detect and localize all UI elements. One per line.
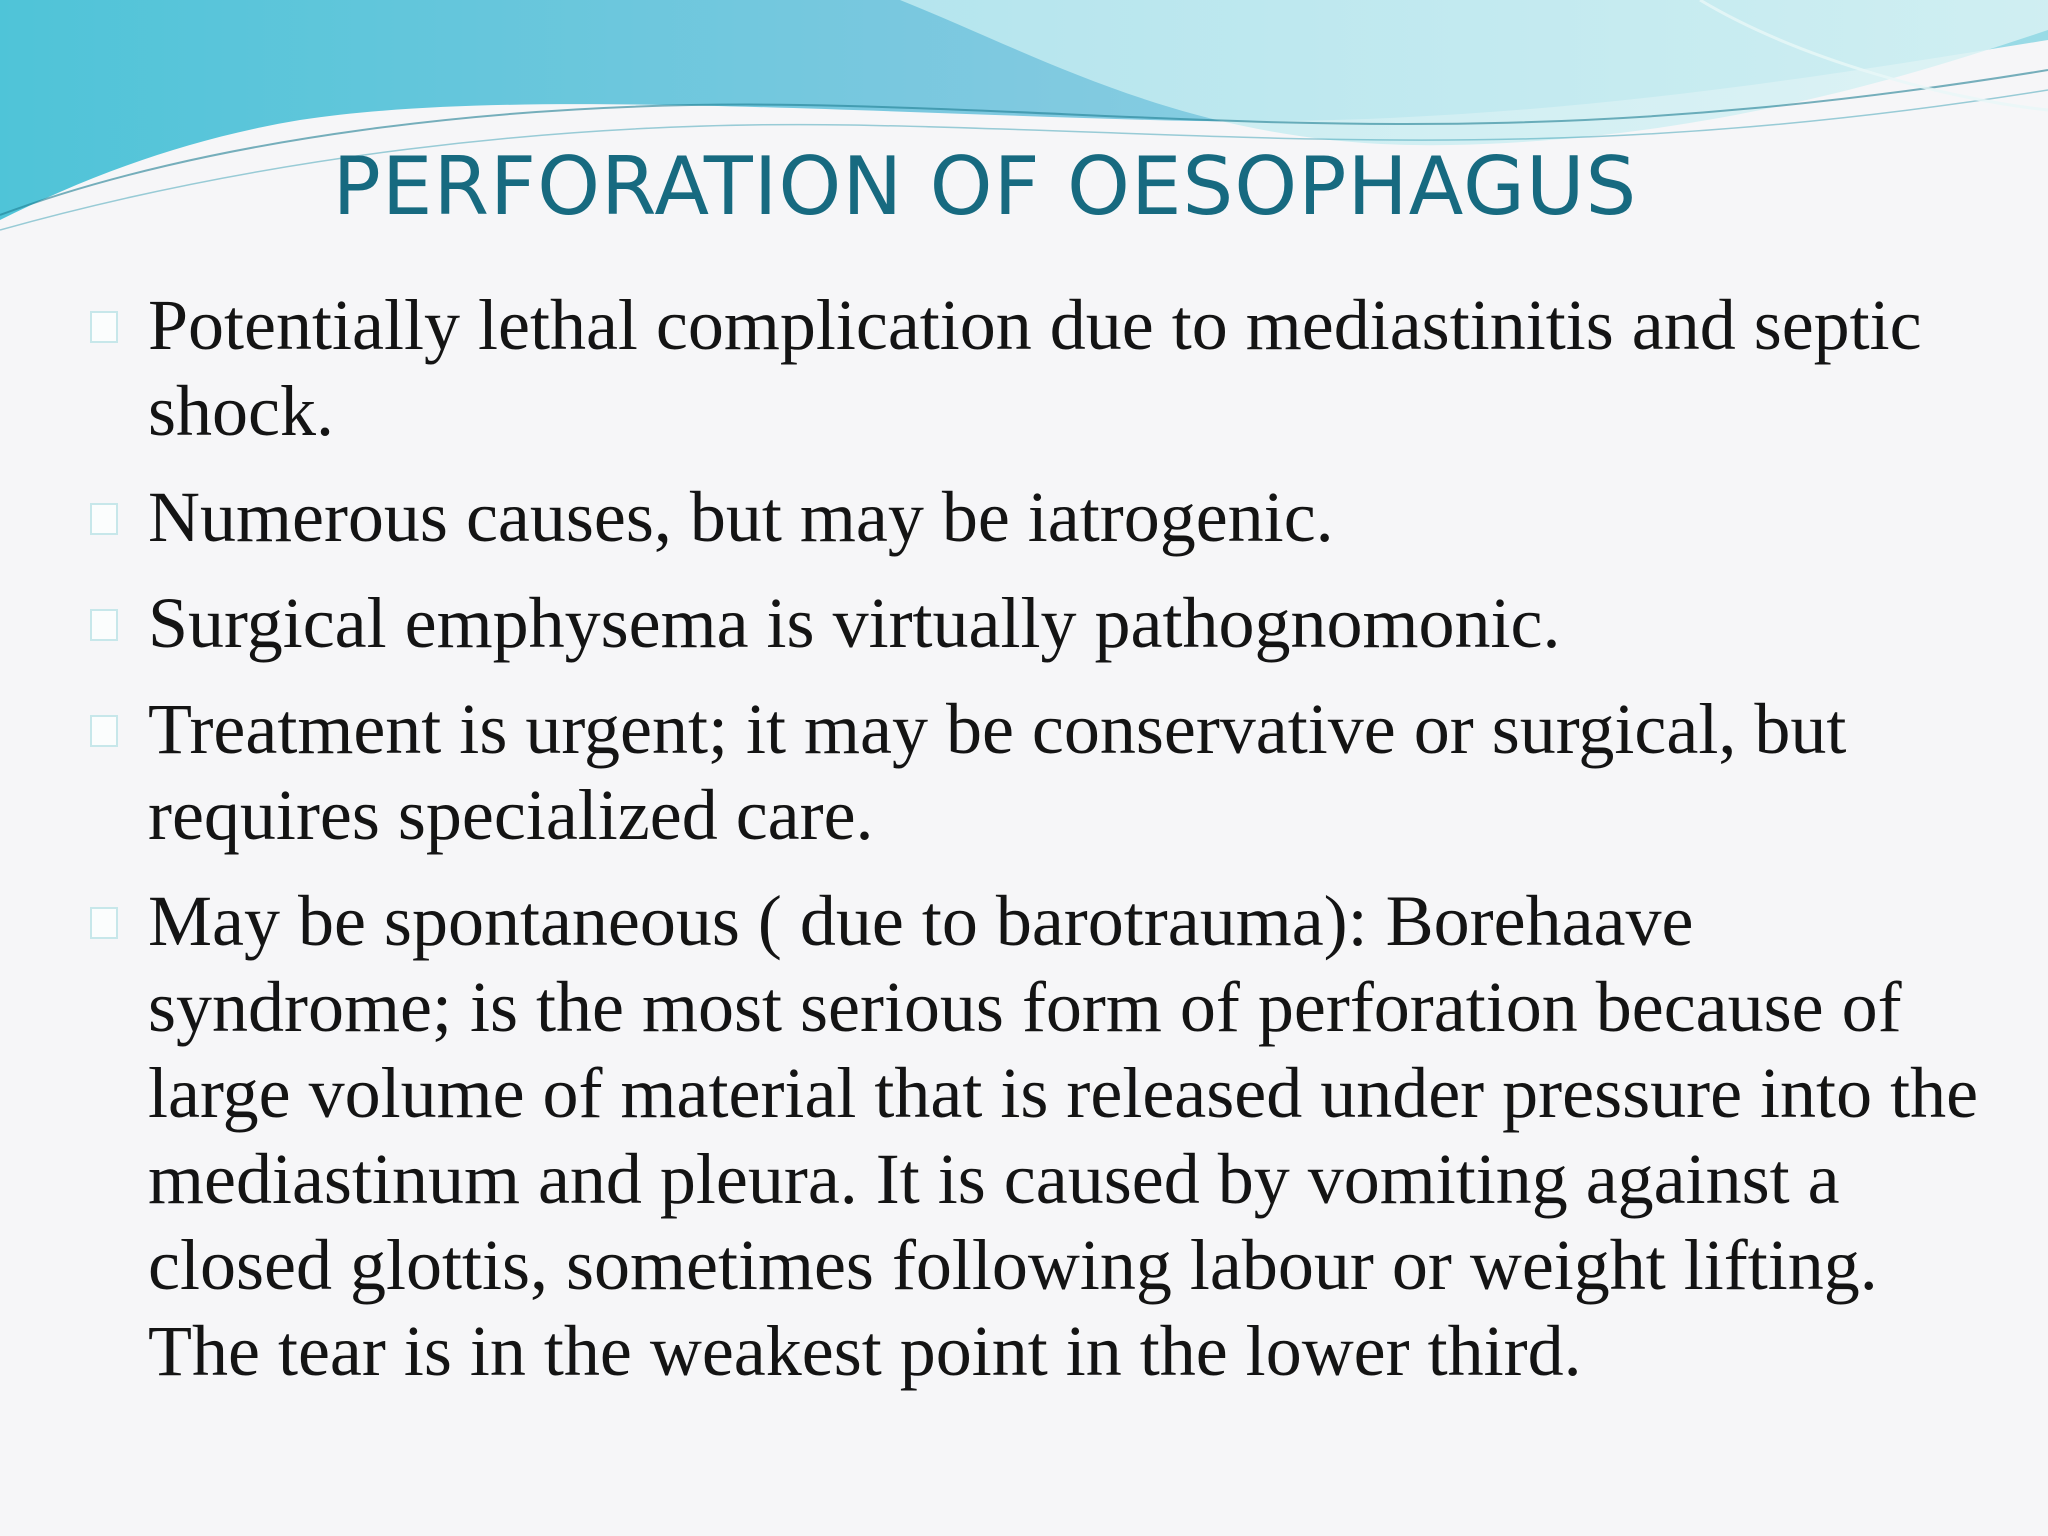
- bullet-item: [86, 282, 1986, 454]
- bullet-square-icon: [90, 907, 118, 939]
- bullet-text: May be spontaneous ( due to barotrauma): Borehaave syndrome; is the most serious form of perforation because of large volume of material that is released under pressure into the mediastinum and pleura. It is caused by vomiting against a closed glottis, sometimes following labour or weight lifting. The tear is in the weakest point in the lower third.: [148, 881, 1979, 1391]
- bullet-square-icon: [90, 609, 118, 641]
- bullet-text: Treatment is urgent; it may be conservative or surgical, but requires specialized care.: [148, 689, 1847, 855]
- bullet-item: [86, 878, 1986, 1394]
- slide-title: PERFORATION OF OESOPHAGUS: [332, 140, 1638, 233]
- bullet-square-icon: [90, 715, 118, 747]
- bullet-list: [86, 282, 1986, 1414]
- bullet-item: [86, 474, 1986, 560]
- bullet-item: [86, 580, 1986, 666]
- bullet-item: [86, 686, 1986, 858]
- bullet-square-icon: [90, 311, 118, 343]
- bullet-text: Potentially lethal complication due to mediastinitis and septic shock.: [148, 285, 1922, 451]
- bullet-text: Numerous causes, but may be iatrogenic.: [148, 477, 1334, 557]
- bullet-text: Surgical emphysema is virtually pathognomonic.: [148, 583, 1561, 663]
- bullet-square-icon: [90, 503, 118, 535]
